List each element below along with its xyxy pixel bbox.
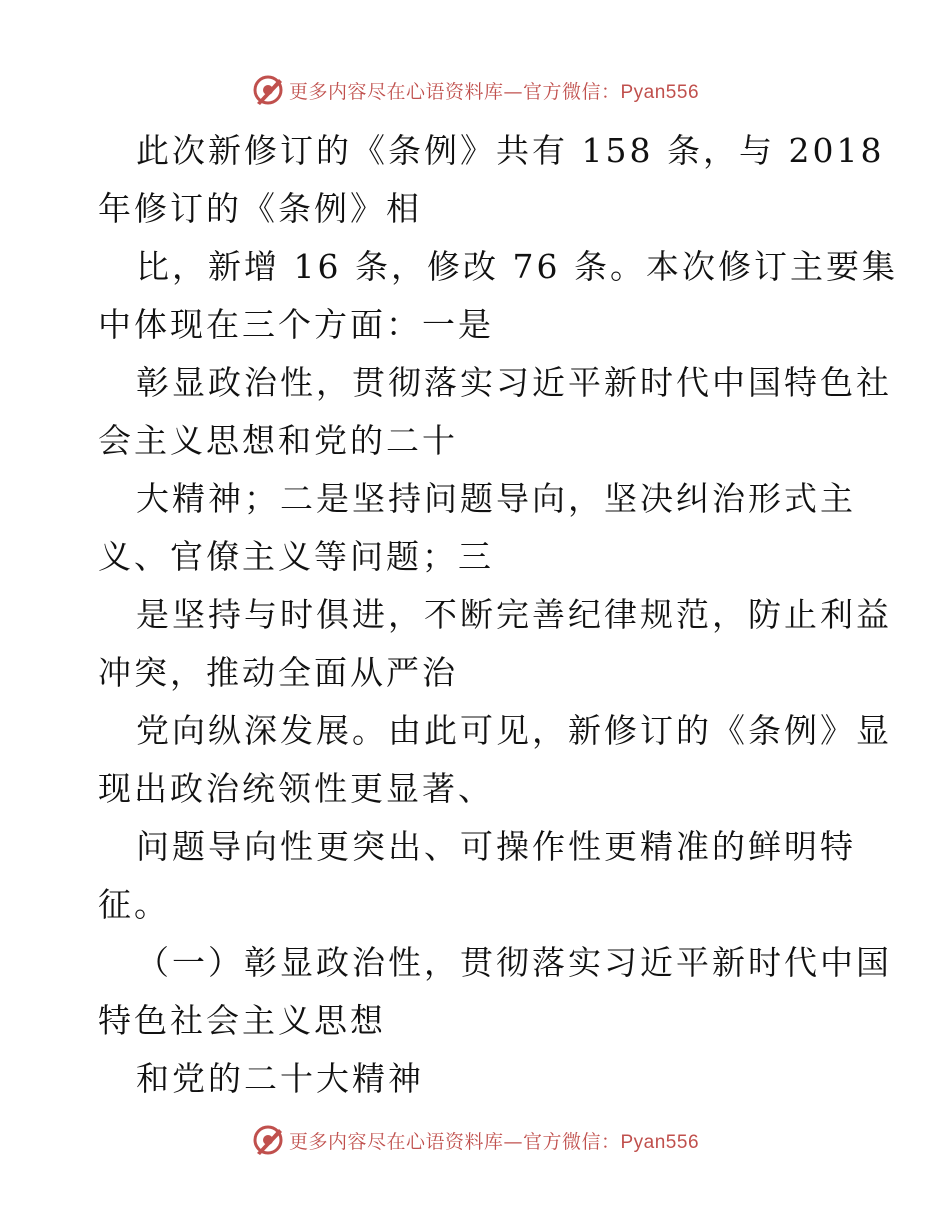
text-line: 问题导向性更突出、可操作性更精准的鲜明特 bbox=[136, 827, 856, 866]
watermark-text bbox=[289, 77, 699, 104]
text-line: 是坚持与时俱进，不断完善纪律规范，防止利益 bbox=[136, 595, 892, 634]
text-line: 大精神；二是坚持问题导向，坚决纠治形式主 bbox=[136, 479, 856, 518]
text-line: 彰显政治性，贯彻落实习近平新时代中国特色社 bbox=[136, 363, 892, 402]
text-line: 党向纵深发展。由此可见，新修订的《条例》显 bbox=[136, 711, 892, 750]
watermark-main: 更多内容尽在心语资料库 bbox=[288, 80, 504, 103]
text-line: 会主义思想和党的二十 bbox=[98, 421, 458, 460]
watermark-separator: — bbox=[503, 1130, 523, 1153]
red-pen-circle-logo-icon bbox=[251, 73, 285, 107]
watermark-sub: 官方微信： bbox=[522, 1130, 621, 1153]
section-heading-line: 特色社会主义思想 bbox=[98, 1001, 386, 1040]
watermark-wechat-id: Pyan556 bbox=[620, 81, 700, 103]
watermark-separator: — bbox=[503, 80, 523, 103]
section-heading-line: （一）彰显政治性，贯彻落实习近平新时代中国 bbox=[136, 943, 892, 982]
footer-watermark bbox=[0, 1120, 950, 1160]
document-body bbox=[98, 122, 898, 1108]
text-line: 此次新修订的《条例》共有 158 条，与 2018 bbox=[136, 131, 885, 170]
watermark-main: 更多内容尽在心语资料库 bbox=[288, 1130, 504, 1153]
red-pen-circle-logo-icon bbox=[251, 1123, 285, 1157]
text-line: 中体现在三个方面：一是 bbox=[98, 305, 494, 344]
text-line: 现出政治统领性更显著、 bbox=[98, 769, 494, 808]
section-heading-line: 和党的二十大精神 bbox=[136, 1059, 424, 1098]
text-line: 义、官僚主义等问题；三 bbox=[98, 537, 494, 576]
header-watermark bbox=[0, 70, 950, 110]
watermark-wechat-id: Pyan556 bbox=[620, 1131, 700, 1153]
watermark-sub: 官方微信： bbox=[522, 80, 621, 103]
text-line: 比，新增 16 条，修改 76 条。本次修订主要集 bbox=[136, 247, 898, 286]
text-line: 冲突，推动全面从严治 bbox=[98, 653, 458, 692]
watermark-text bbox=[289, 1127, 699, 1154]
text-line: 年修订的《条例》相 bbox=[98, 189, 422, 228]
text-line: 征。 bbox=[98, 885, 170, 924]
